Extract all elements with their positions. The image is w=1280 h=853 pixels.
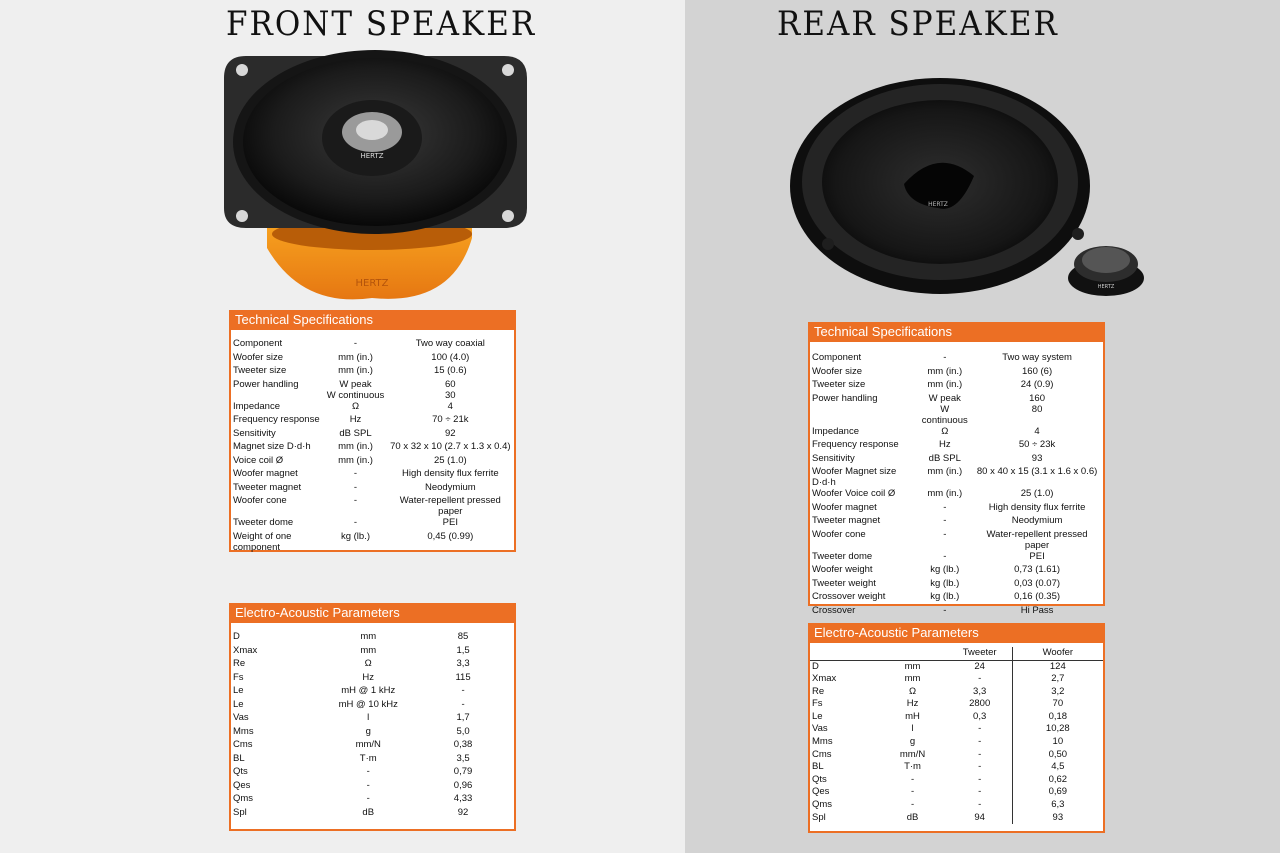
param-tweeter-value: 3,3	[973, 685, 987, 697]
spec-name: Vas	[233, 712, 249, 723]
param-unit: mm	[904, 661, 921, 672]
spec-name: Fs	[233, 671, 244, 683]
svg-text:HERTZ: HERTZ	[928, 201, 948, 208]
spec-value: Two way coaxial	[415, 338, 485, 349]
spec-row	[810, 502, 1103, 516]
svg-text:HERTZ: HERTZ	[355, 278, 389, 289]
front-params-title: Electro-Acoustic Parameters	[229, 603, 516, 623]
spec-value: 25 (1.0)	[1020, 488, 1054, 499]
param-unit: g	[909, 736, 916, 748]
spec-unit: mH @ 10 kHz	[338, 698, 398, 710]
spec-unit: Ω	[364, 658, 372, 669]
front-speaker-heading: FRONT SPEAKER	[226, 4, 537, 44]
spec-row	[810, 366, 1103, 380]
spec-name: Woofer Magnet size D·d·h	[812, 466, 897, 488]
param-tweeter-value: 2800	[969, 698, 991, 710]
spec-unit: g	[365, 725, 371, 737]
spec-value: Two way system	[1002, 352, 1072, 363]
spec-name: Woofer cone	[233, 495, 287, 506]
spec-name: Sensitivity	[812, 452, 855, 464]
spec-row	[231, 699, 514, 713]
spec-row	[231, 685, 514, 699]
spec-row	[231, 645, 514, 659]
spec-value: 3,3	[456, 658, 470, 669]
spec-unit: mm (in.)	[338, 351, 373, 363]
spec-name: Woofer magnet	[812, 501, 877, 513]
rear-params-table	[808, 643, 1105, 833]
spec-row	[231, 712, 514, 726]
param-name: Vas	[812, 723, 828, 735]
spec-value: 0,79	[453, 766, 473, 777]
param-unit: dB	[906, 811, 919, 823]
spec-name: Tweeter weight	[812, 577, 876, 589]
spec-row	[231, 672, 514, 686]
spec-name: Component	[233, 338, 283, 349]
spec-unit: Ω	[351, 400, 360, 412]
param-woofer-value: 10	[1012, 736, 1103, 749]
spec-row	[810, 605, 1103, 619]
param-name: Xmax	[812, 673, 837, 685]
param-woofer-value: 70	[1012, 698, 1103, 711]
spec-name: Qts	[233, 766, 248, 777]
spec-row	[810, 352, 1103, 366]
spec-row	[231, 414, 514, 428]
param-name: D	[812, 661, 819, 672]
param-row	[810, 761, 1103, 774]
param-unit: l	[911, 723, 914, 735]
spec-unit: -	[366, 793, 370, 804]
spec-name: Cms	[233, 739, 253, 750]
tweeter-column-header: Tweeter	[962, 647, 997, 658]
spec-value: 50 ÷ 23k	[1018, 439, 1056, 450]
spec-unit: kg (lb.)	[930, 564, 960, 575]
spec-unit: mm (in.)	[338, 454, 373, 466]
spec-row	[231, 739, 514, 753]
spec-row	[231, 766, 514, 780]
spec-unit: mm (in.)	[927, 379, 963, 390]
rear-tech-specs-title: Technical Specifications	[808, 322, 1105, 342]
spec-value: 24 (0.9)	[1020, 379, 1054, 390]
spec-name: Woofer Voice coil Ø	[812, 488, 896, 499]
spec-value: 1,5	[456, 644, 470, 656]
spec-name: Mms	[233, 725, 254, 737]
spec-value: 0,16 (0.35)	[1014, 591, 1061, 602]
spec-value: 5,0	[456, 725, 470, 737]
spec-unit: -	[943, 501, 947, 513]
param-woofer-value: 0,62	[1012, 774, 1103, 787]
spec-unit: mm (in.)	[927, 365, 963, 377]
spec-value: PEI	[442, 517, 458, 528]
spec-row	[810, 466, 1103, 488]
spec-name: Xmax	[233, 644, 258, 656]
param-woofer-value: 3,2	[1012, 686, 1103, 699]
param-row	[810, 799, 1103, 812]
spec-name: D	[233, 631, 240, 642]
spec-row	[231, 338, 514, 352]
param-tweeter-value: 94	[974, 811, 985, 823]
spec-value: 92	[445, 427, 456, 439]
spec-unit: kg (lb.)	[930, 577, 960, 589]
spec-value: 0,73 (1.61)	[1014, 564, 1061, 575]
param-name: Mms	[812, 736, 833, 748]
spec-row	[810, 529, 1103, 551]
spec-unit: mm (in.)	[927, 488, 963, 499]
param-tweeter-value: -	[978, 748, 982, 760]
spec-row	[231, 428, 514, 442]
spec-name: Woofer weight	[812, 564, 873, 575]
param-tweeter-value: -	[978, 773, 982, 785]
spec-unit: -	[943, 515, 947, 526]
spec-row	[231, 753, 514, 767]
spec-name: Tweeter dome	[812, 550, 873, 562]
spec-unit: -	[943, 604, 947, 616]
empty-header-cell	[877, 647, 947, 661]
spec-row	[231, 631, 514, 645]
spec-row	[231, 379, 514, 401]
spec-unit: W peak W continuous	[921, 392, 968, 426]
param-row	[810, 661, 1103, 674]
spec-row	[231, 441, 514, 455]
spec-name: Frequency response	[812, 439, 899, 450]
front-coaxial-speaker-image	[222, 48, 532, 306]
spec-value: 80 x 40 x 15 (3.1 x 1.6 x 0.6)	[976, 466, 1098, 477]
spec-row	[231, 726, 514, 740]
param-name: Fs	[812, 698, 823, 710]
spec-value: 160 (6)	[1022, 365, 1053, 377]
hertz-logo: HERTZ	[360, 152, 384, 160]
param-tweeter-value: -	[978, 723, 982, 735]
param-unit: mm	[904, 673, 921, 685]
front-tech-specs-title: Technical Specifications	[229, 310, 516, 330]
spec-name: Woofer cone	[812, 528, 866, 540]
spec-row	[810, 426, 1103, 440]
param-row	[810, 786, 1103, 799]
spec-value: 160 80	[1029, 392, 1045, 415]
param-tweeter-value: 0,3	[973, 710, 987, 722]
param-name: Qes	[812, 786, 830, 798]
spec-row	[231, 531, 514, 553]
spec-value: -	[461, 685, 465, 696]
param-row	[810, 686, 1103, 699]
param-row	[810, 736, 1103, 749]
spec-name: Weight of one component	[233, 530, 292, 553]
param-name: Cms	[812, 748, 832, 760]
param-unit: -	[910, 799, 915, 811]
spec-value: 115	[455, 671, 471, 683]
spec-name: Woofer size	[233, 351, 283, 363]
spec-name: Crossover	[812, 604, 856, 616]
param-name: BL	[812, 761, 824, 773]
param-unit: Hz	[906, 698, 919, 710]
spec-value: 0,96	[453, 779, 473, 791]
spec-unit: -	[366, 779, 370, 791]
spec-value: 100 (4.0)	[431, 351, 470, 363]
spec-row	[231, 455, 514, 469]
spec-unit: -	[943, 352, 947, 363]
spec-value: 4,33	[453, 793, 473, 804]
spec-name: Woofer size	[812, 365, 862, 377]
param-woofer-value: 10,28	[1012, 723, 1103, 736]
param-row	[810, 774, 1103, 787]
spec-value: 0,45 (0.99)	[427, 530, 474, 542]
spec-value: 60 30	[445, 378, 456, 401]
param-row	[810, 723, 1103, 736]
spec-unit: W peak W continuous	[326, 378, 385, 401]
spec-value: High density flux ferrite	[402, 468, 499, 479]
param-row	[810, 698, 1103, 711]
param-row	[810, 673, 1103, 686]
spec-value: 70 x 32 x 10 (2.7 x 1.3 x 0.4)	[390, 441, 511, 452]
spec-name: Le	[233, 698, 244, 710]
param-row	[810, 749, 1103, 762]
spec-value: Water-repellent pressed paper	[399, 495, 501, 517]
spec-unit: dB SPL	[339, 427, 372, 439]
param-woofer-value: 2,7	[1012, 673, 1103, 686]
param-woofer-value: 4,5	[1012, 761, 1103, 774]
spec-unit: dB SPL	[928, 452, 961, 464]
spec-unit: dB	[362, 806, 375, 818]
spec-value: 0,38	[453, 739, 473, 750]
param-name: Qms	[812, 799, 833, 811]
spec-value: Hi Pass	[1020, 604, 1054, 616]
param-tweeter-value: -	[978, 786, 982, 798]
spec-row	[231, 780, 514, 794]
svg-text:HERTZ: HERTZ	[1097, 284, 1115, 290]
spec-unit: Ω	[941, 425, 949, 437]
spec-unit: -	[943, 550, 947, 562]
param-tweeter-value: -	[978, 761, 982, 773]
param-woofer-value: 93	[1012, 812, 1103, 825]
spec-row	[231, 482, 514, 496]
spec-value: Neodymium	[424, 481, 476, 493]
spec-name: Sensitivity	[233, 427, 276, 439]
spec-unit: mm (in.)	[338, 441, 373, 452]
spec-row	[231, 495, 514, 517]
spec-value: 0,03 (0.07)	[1014, 577, 1061, 589]
spec-name: Re	[233, 658, 246, 669]
spec-name: Crossover weight	[812, 591, 886, 602]
spec-value: 4	[1034, 425, 1040, 437]
rear-speaker-heading: REAR SPEAKER	[777, 4, 1059, 44]
params-header-row	[810, 647, 1103, 661]
spec-value: 93	[1031, 452, 1043, 464]
param-tweeter-value: 24	[974, 661, 985, 672]
param-name: Spl	[812, 811, 826, 823]
spec-unit: Hz	[362, 671, 375, 683]
spec-unit: l	[367, 712, 370, 723]
spec-value: 70 ÷ 21k	[432, 414, 469, 425]
spec-row	[810, 488, 1103, 502]
spec-name: Tweeter magnet	[233, 481, 302, 493]
spec-unit: -	[943, 528, 947, 540]
spec-name: Component	[812, 352, 862, 363]
spec-name: Tweeter dome	[233, 517, 294, 528]
spec-row	[810, 393, 1103, 426]
spec-name: Tweeter magnet	[812, 515, 881, 526]
param-row	[810, 711, 1103, 724]
spec-unit: mm (in.)	[927, 466, 963, 477]
spec-name: Voice coil Ø	[233, 454, 284, 466]
param-name: Qts	[812, 773, 827, 785]
spec-unit: Hz	[349, 414, 362, 425]
spec-unit: -	[353, 338, 358, 349]
spec-row	[231, 401, 514, 415]
spec-name: Power handling	[812, 392, 878, 404]
front-params-table	[229, 623, 516, 831]
spec-row	[231, 807, 514, 821]
spec-value: 3,5	[456, 752, 470, 764]
spec-name: Spl	[233, 806, 247, 818]
empty-header-cell	[810, 647, 877, 661]
spec-unit: -	[353, 481, 358, 493]
spec-unit: -	[366, 766, 370, 777]
param-tweeter-value: -	[978, 736, 982, 748]
spec-value: Water-repellent pressed paper	[986, 528, 1088, 551]
spec-row	[231, 365, 514, 379]
spec-row	[231, 517, 514, 531]
spec-unit: T·m	[359, 752, 377, 764]
spec-name: Frequency response	[233, 414, 320, 425]
spec-unit: mm	[360, 644, 377, 656]
spec-value: High density flux ferrite	[988, 501, 1086, 513]
spec-value: 25 (1.0)	[433, 454, 467, 466]
spec-unit: -	[353, 517, 358, 528]
spec-row	[810, 515, 1103, 529]
woofer-column-header: Woofer	[1012, 647, 1103, 661]
spec-unit: Hz	[938, 439, 951, 450]
spec-name: Impedance	[233, 400, 281, 412]
param-name: Le	[812, 710, 823, 722]
spec-value: 1,7	[456, 712, 470, 723]
param-unit: mm/N	[899, 748, 926, 760]
spec-row	[231, 352, 514, 366]
spec-name: Magnet size D·d·h	[233, 441, 311, 452]
spec-row	[810, 439, 1103, 453]
spec-row	[810, 551, 1103, 565]
spec-row	[231, 793, 514, 807]
param-tweeter-value: -	[978, 673, 982, 685]
param-name: Re	[812, 685, 825, 697]
param-woofer-value: 6,3	[1012, 799, 1103, 812]
spec-name: Qes	[233, 779, 251, 791]
rear-tech-specs-table	[808, 342, 1105, 616]
spec-row	[810, 453, 1103, 467]
spec-unit: mm/N	[355, 739, 381, 750]
param-tweeter-value: -	[978, 799, 982, 811]
spec-name: Tweeter size	[812, 379, 866, 390]
spec-value: 85	[457, 631, 469, 642]
param-woofer-value: 0,69	[1012, 786, 1103, 799]
spec-name: BL	[233, 752, 245, 764]
spec-name: Tweeter size	[233, 365, 287, 376]
spec-name: Qms	[233, 793, 254, 804]
spec-value: 15 (0.6)	[433, 365, 467, 376]
spec-unit: kg (lb.)	[340, 530, 371, 542]
rear-params-title: Electro-Acoustic Parameters	[808, 623, 1105, 643]
param-unit: -	[910, 773, 915, 785]
param-woofer-value: 0,50	[1012, 749, 1103, 762]
spec-name: Woofer magnet	[233, 468, 298, 479]
rear-component-speaker-image	[788, 76, 1150, 302]
front-tech-specs-table	[229, 330, 516, 552]
spec-row	[231, 468, 514, 482]
spec-row	[810, 379, 1103, 393]
spec-unit: mm	[360, 631, 377, 642]
spec-value: Neodymium	[1011, 515, 1063, 526]
spec-unit: mH @ 1 kHz	[341, 685, 396, 696]
spec-value: 92	[457, 806, 469, 818]
spec-unit: mm (in.)	[338, 365, 373, 376]
spec-name: Impedance	[812, 425, 860, 437]
param-woofer-value: 0,18	[1012, 711, 1103, 724]
param-unit: mH	[905, 710, 920, 722]
spec-unit: -	[353, 468, 358, 479]
param-row	[810, 812, 1103, 825]
spec-name: Power handling	[233, 378, 299, 390]
spec-value: -	[461, 698, 465, 710]
spec-row	[810, 564, 1103, 578]
spec-row	[810, 591, 1103, 605]
param-unit: Ω	[908, 685, 917, 697]
param-unit: -	[910, 786, 915, 798]
spec-row	[231, 658, 514, 672]
spec-value: 4	[447, 400, 453, 412]
spec-unit: kg (lb.)	[930, 591, 960, 602]
spec-name: Le	[233, 685, 244, 696]
spec-row	[810, 578, 1103, 592]
param-unit: T·m	[904, 761, 921, 773]
spec-value: PEI	[1029, 550, 1045, 562]
param-woofer-value: 124	[1012, 661, 1103, 674]
spec-unit: -	[353, 495, 358, 506]
